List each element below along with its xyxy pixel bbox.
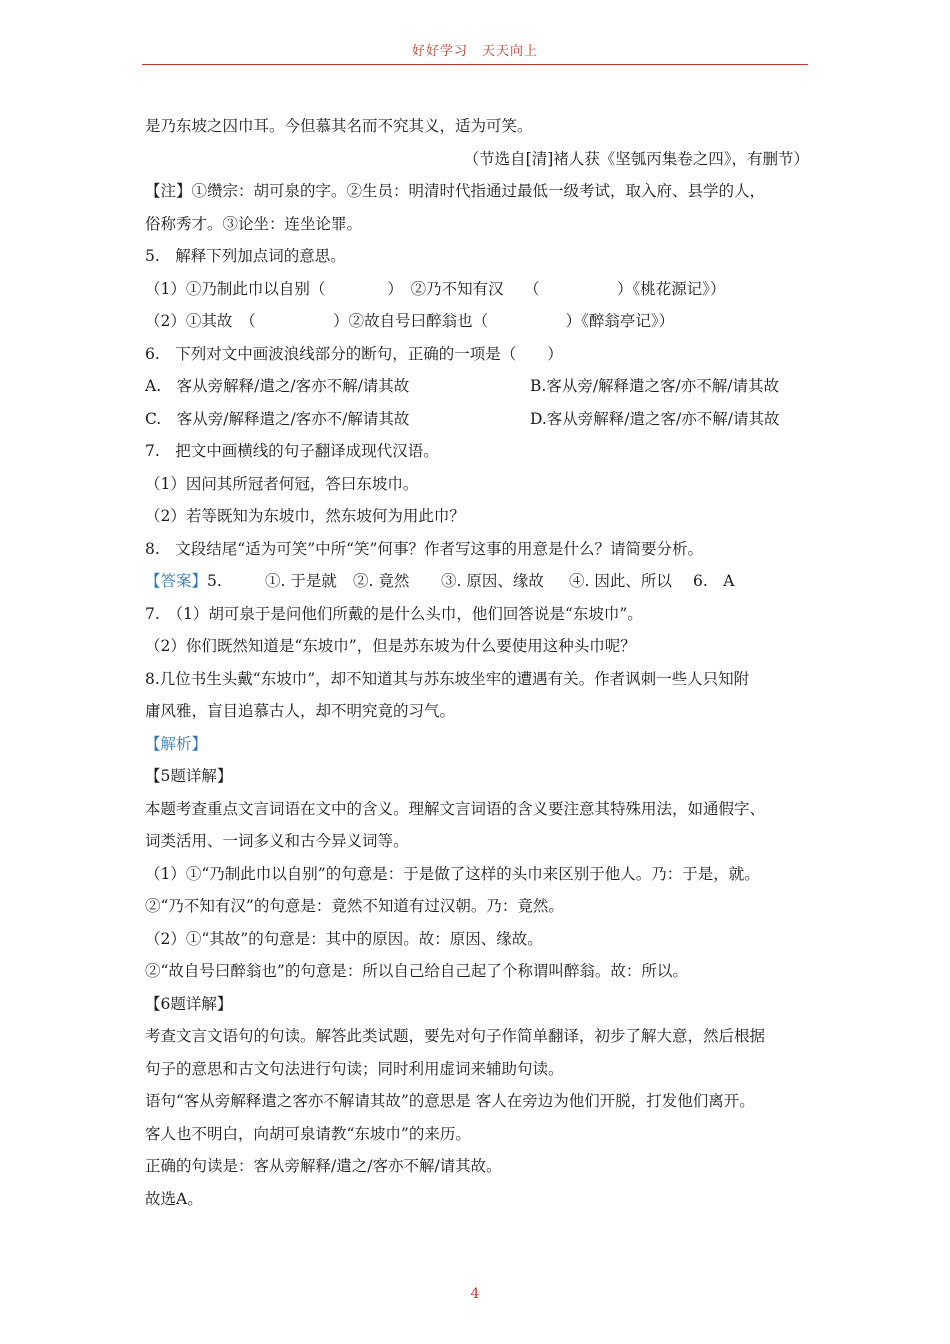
page-header — [0, 40, 950, 59]
answer-5-number: 5. — [207, 572, 222, 590]
answer-5-item: ②. 竟然 — [353, 572, 410, 590]
answer-label: 【答案】 — [145, 572, 208, 590]
detail-5-text: ②“故自号曰醉翁也”的句意是：所以自己给自己起了个称谓叫醉翁。故：所以。 — [145, 962, 688, 980]
note-line: 俗称秀才。③论坐：连坐论罪。 — [145, 214, 363, 233]
analysis-label: 【解析】 — [145, 734, 208, 753]
detail-5-text: （1）①“乃制此巾以自别”的句意是：于是做了这样的头巾来区别于他人。乃：于是，就。 — [145, 864, 760, 883]
answer-5-item: ④. 因此、所以 — [569, 572, 672, 590]
answer-7-part-1: 7. （1）胡可泉于是问他们所戴的是什么头巾，他们回答说是“东坡巾”。 — [145, 604, 643, 623]
detail-6-text: 考查文言文语句的句读。解答此类试题，要先对句子作简单翻译，初步了解大意，然后根据 — [145, 1027, 766, 1045]
answer-5-item: ③. 原因、缘故 — [441, 572, 544, 590]
question-6-options-row — [145, 403, 825, 436]
answer-8-line: 庸风雅，盲目追慕古人，却不明究竟的习气。 — [145, 702, 456, 720]
detail-6-text: 句子的意思和古文句法进行句读；同时利用虚词来辅助句读。 — [145, 1059, 564, 1078]
header-title: 好好学习 天天向上 — [411, 44, 538, 59]
question-7-part-1: （1）因问其所冠者何冠，答曰东坡巾。 — [145, 474, 419, 493]
detail-5-text: 词类活用、一词多义和古今异义词等。 — [145, 832, 409, 850]
detail-6-title: 【6题详解】 — [145, 994, 233, 1013]
question-7: 7. 把文中画横线的句子翻译成现代汉语。 — [145, 442, 439, 460]
page-number: 4 — [470, 1286, 480, 1302]
question-8: 8. 文段结尾“适为可笑”中所“笑”何事？作者写这事的用意是什么？请简要分析。 — [145, 539, 703, 558]
question-6: 6. 下列对文中画波浪线部分的断句，正确的一项是（ ） — [145, 344, 563, 363]
option-b: B.客从旁/解释遣之客/亦不解/请其故 — [530, 377, 779, 395]
option-d: D.客从旁解释/遣之客/亦不解/请其故 — [530, 409, 780, 428]
detail-6-text: 语句“客从旁解释遣之客亦不解请其故”的意思是 客人在旁边为他们开脱，打发他们离开。 — [145, 1092, 755, 1110]
option-a: A. 客从旁解释/遣之/客亦不解/请其故 — [145, 377, 410, 395]
detail-5-text: 本题考查重点文言词语在文中的含义。理解文言词语的含义要注意其特殊用法，如通假字、 — [145, 799, 766, 818]
detail-6-text: 客人也不明白，向胡可泉请教“东坡巾”的来历。 — [145, 1124, 471, 1143]
source-citation: （节选自[清]褚人获《坚瓠丙集卷之四》，有删节） — [463, 149, 809, 168]
detail-5-text: ②“乃不知有汉”的句意是：竟然不知道有过汉朝。乃：竟然。 — [145, 897, 564, 915]
question-5-part-2: （2）①其故 （ ）②故自号曰醉翁也（ ）《醉翁亭记》） — [145, 312, 675, 330]
detail-6-text: 故选A。 — [145, 1189, 203, 1208]
option-c: C. 客从旁/解释遣之/客亦不/解请其故 — [145, 409, 410, 428]
question-6-options-row — [145, 370, 825, 403]
text-line: 是乃东坡之囚巾耳。今但慕其名而不究其义，适为可笑。 — [145, 117, 533, 135]
header-rule — [142, 64, 808, 65]
document-body — [145, 110, 825, 1215]
answer-5-item: ①. 于是就 — [265, 572, 337, 590]
question-5-part-1: （1）①乃制此巾以自别（ ） ②乃不知有汉 （ ）《桃花源记》） — [145, 279, 726, 298]
note-line: 【注】①缵宗：胡可泉的字。②生员：明清时代指通过最低一级考试，取入府、县学的人， — [145, 182, 766, 200]
detail-6-text: 正确的句读是：客从旁解释/遣之/客亦不解/请其故。 — [145, 1157, 502, 1175]
answer-row — [145, 565, 825, 598]
answer-6: 6. A — [693, 572, 735, 590]
answer-8-line: 8.几位书生头戴“东坡巾”，却不知道其与苏东坡坐牢的遭遇有关。作者讽刺一些人只知附 — [145, 669, 750, 688]
answer-7-part-2: （2）你们既然知道是“东坡巾”，但是苏东坡为什么要使用这种头巾呢？ — [145, 637, 636, 655]
question-7-part-2: （2）若等既知为东坡巾，然东坡何为用此巾？ — [145, 507, 465, 525]
detail-5-text: （2）①“其故”的句意是：其中的原因。故：原因、缘故。 — [145, 929, 543, 948]
detail-5-title: 【5题详解】 — [145, 767, 233, 785]
question-5: 5. 解释下列加点词的意思。 — [145, 247, 346, 265]
